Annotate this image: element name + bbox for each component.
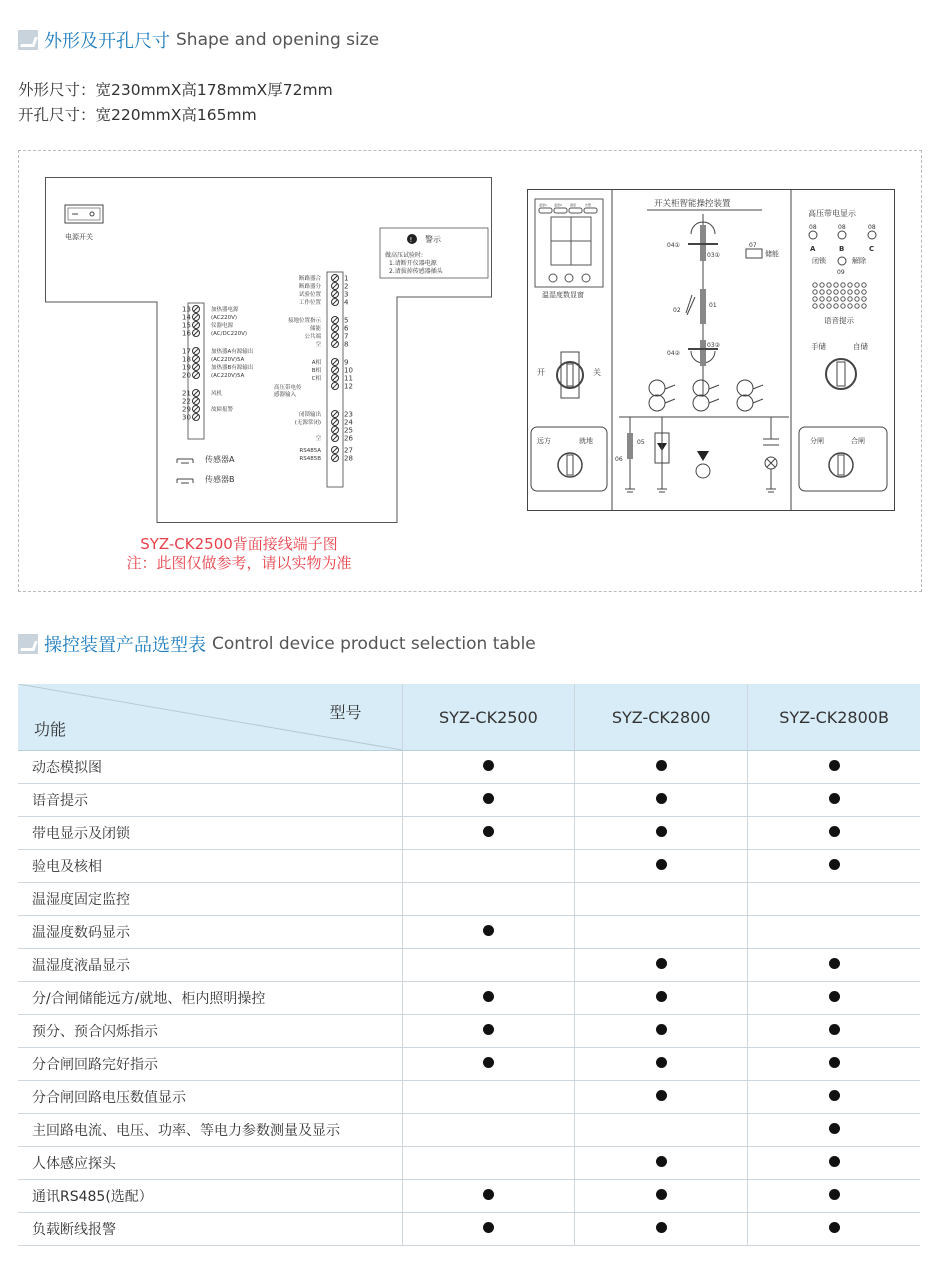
svg-text:就地: 就地 (579, 437, 593, 445)
svg-text:温度2: 温度2 (554, 203, 562, 207)
feature-dot-icon (656, 859, 667, 870)
svg-text:告警: 告警 (585, 203, 592, 207)
feature-cell (748, 1114, 920, 1147)
svg-text:湿度: 湿度 (570, 203, 577, 207)
feature-dot-icon (829, 859, 840, 870)
terminal-number: 19 (182, 363, 191, 372)
terminal-label: 加热器B有源输出 (211, 365, 254, 371)
sensor-b-label: 传感器B (205, 475, 235, 484)
feature-dot-icon (656, 826, 667, 837)
svg-text:自储: 自储 (853, 342, 868, 351)
terminal-number: 20 (182, 371, 191, 380)
table-row (18, 883, 920, 916)
model-header: SYZ-CK2800 (575, 684, 748, 751)
feature-dot-icon (483, 991, 494, 1002)
table-corner-cell (18, 684, 402, 751)
svg-text:B: B (839, 245, 845, 253)
svg-text:闭锁: 闭锁 (812, 257, 826, 265)
outer-dimension: 外形尺寸：宽230mmX高178mmX厚72mm (18, 81, 333, 99)
terminal-label: (AC220V)5A (211, 373, 245, 379)
feature-dot-icon (829, 1222, 840, 1233)
feature-cell (748, 1081, 920, 1114)
feature-dot-icon (483, 826, 494, 837)
feature-cell (748, 850, 920, 883)
terminal-number: 30 (182, 413, 191, 422)
model-header: SYZ-CK2800B (748, 684, 920, 751)
svg-text:02: 02 (673, 307, 681, 314)
terminal-label: 空 (315, 436, 321, 442)
feature-cell (748, 1048, 920, 1081)
svg-text:04①: 04① (667, 242, 681, 249)
svg-text:感器输入: 感器输入 (274, 392, 297, 398)
svg-text:2.请拔掉传感器插头: 2.请拔掉传感器插头 (389, 268, 443, 275)
terminal-label: RS485A (299, 448, 321, 454)
feature-dot-icon (483, 1222, 494, 1233)
svg-text:01: 01 (709, 302, 717, 309)
feature-cell (575, 916, 748, 949)
feature-cell (575, 1114, 748, 1147)
feature-cell (402, 817, 575, 850)
opening-dimension: 开孔尺寸：宽220mmX高165mm (18, 106, 257, 124)
caption-line-1: SYZ-CK2500背面接线端子图 (140, 535, 338, 553)
feature-cell (575, 1081, 748, 1114)
terminal-number: 9 (344, 358, 349, 367)
feature-dot-icon (656, 991, 667, 1002)
table-row (18, 1180, 920, 1213)
feature-cell (402, 784, 575, 817)
svg-text:03①: 03① (707, 252, 721, 259)
svg-text:04②: 04② (667, 350, 681, 357)
section-title-cn: 操控装置产品选型表 (44, 635, 206, 656)
feature-cell (402, 1048, 575, 1081)
terminal-label: 断路器分 (298, 284, 321, 290)
terminal-label: (AC220V)5A (211, 357, 245, 363)
feature-cell (748, 1213, 920, 1246)
feature-dot-icon (656, 1189, 667, 1200)
terminal-number: 1 (344, 274, 349, 283)
feature-cell (575, 1180, 748, 1213)
feature-dot-icon (829, 958, 840, 969)
warning-title: 警示 (425, 235, 441, 244)
table-row (18, 850, 920, 883)
feature-dot-icon (483, 925, 494, 936)
function-name: 人体感应探头 (18, 1147, 402, 1180)
function-name: 分/合闸储能远方/就地、柜内照明操控 (18, 982, 402, 1015)
function-name: 分合闸回路电压数值显示 (18, 1081, 402, 1114)
terminal-label: 工作位置 (298, 300, 321, 306)
feature-cell (402, 883, 575, 916)
terminal-label: 加热器A有源输出 (211, 349, 254, 355)
feature-dot-icon (656, 1090, 667, 1101)
terminal-number: 25 (344, 426, 353, 435)
feature-dot-icon (483, 1057, 494, 1068)
svg-text:!: ! (409, 236, 413, 244)
feature-cell (748, 883, 920, 916)
table-row (18, 817, 920, 850)
function-name: 带电显示及闭锁 (18, 817, 402, 850)
terminal-label: RS485B (299, 456, 321, 462)
feature-dot-icon (829, 760, 840, 771)
section-title-cn: 外形及开孔尺寸 (44, 31, 170, 52)
feature-dot-icon (829, 793, 840, 804)
table-row (18, 982, 920, 1015)
feature-dot-icon (656, 793, 667, 804)
corner-model-label: 型号 (329, 703, 362, 722)
caption-line-2: 注：此图仅做参考，请以实物为准 (126, 554, 352, 572)
table-row (18, 949, 920, 982)
svg-text:08: 08 (868, 224, 876, 231)
terminal-label: (AC/DC220V) (211, 331, 247, 337)
feature-dot-icon (483, 760, 494, 771)
svg-text:08: 08 (809, 224, 817, 231)
corner-function-label: 功能 (34, 720, 67, 739)
model-header: SYZ-CK2500 (402, 684, 575, 751)
back-panel-diagram (45, 177, 492, 523)
svg-text:关: 关 (593, 368, 601, 377)
front-panel-diagram (527, 189, 895, 511)
function-name: 分合闸回路完好指示 (18, 1048, 402, 1081)
terminal-number: 18 (182, 355, 191, 364)
svg-text:1.请断开仪器电源: 1.请断开仪器电源 (389, 260, 437, 267)
function-name: 通讯RS485(选配） (18, 1180, 402, 1213)
section-title-selection (18, 631, 536, 657)
speaker-grille-icon (813, 283, 866, 308)
feature-cell (748, 751, 920, 784)
function-name: 动态模拟图 (18, 751, 402, 784)
feature-dot-icon (829, 991, 840, 1002)
front-title: 开关柜智能操控装置 (654, 199, 731, 209)
terminal-label: 加热器电源 (211, 307, 239, 313)
sensor-a-label: 传感器A (205, 455, 235, 464)
function-name: 预分、预合闪烁指示 (18, 1015, 402, 1048)
feature-cell (402, 1213, 575, 1246)
feature-cell (748, 916, 920, 949)
terminal-label: (AC220V) (211, 315, 238, 321)
table-row (18, 751, 920, 784)
svg-text:A: A (810, 245, 816, 253)
terminal-number: 16 (182, 329, 191, 338)
dimensions (18, 78, 333, 128)
sensor-a-icon (177, 459, 193, 463)
diagram-area (18, 150, 922, 592)
terminal-number: 5 (344, 316, 349, 325)
feature-cell (575, 1048, 748, 1081)
terminal-label: 仪器电源 (211, 323, 234, 329)
terminal-label: 公共端 (304, 334, 321, 340)
function-name: 语音提示 (18, 784, 402, 817)
svg-text:合闸: 合闸 (851, 437, 865, 445)
feature-dot-icon (829, 1024, 840, 1035)
terminal-number: 17 (182, 347, 191, 356)
feature-dot-icon (656, 1057, 667, 1068)
terminal-label: 接地位置指示 (287, 318, 321, 324)
terminal-number: 29 (182, 405, 191, 414)
table-row (18, 1213, 920, 1246)
feature-cell (748, 982, 920, 1015)
table-header-row (18, 684, 920, 751)
feature-cell (575, 1015, 748, 1048)
terminal-label: B相 (311, 368, 321, 374)
terminal-number: 23 (344, 410, 353, 419)
function-name: 主回路电流、电压、功率、等电力参数测量及显示 (18, 1114, 402, 1147)
table-row (18, 784, 920, 817)
terminal-number: 6 (344, 324, 349, 333)
feature-cell (748, 1147, 920, 1180)
terminal-label: 闭锁输出 (298, 412, 321, 418)
svg-text:07: 07 (749, 242, 757, 249)
feature-cell (402, 850, 575, 883)
svg-text:03②: 03② (707, 342, 721, 349)
feature-cell (748, 784, 920, 817)
terminal-number: 26 (344, 434, 353, 443)
terminal-number: 7 (344, 332, 349, 341)
section-title-shape (18, 27, 379, 53)
svg-text:储能: 储能 (765, 250, 779, 258)
table-row (18, 1147, 920, 1180)
svg-text:开: 开 (537, 368, 545, 377)
terminal-number: 8 (344, 340, 349, 349)
function-name: 负载断线报警 (18, 1213, 402, 1246)
feature-cell (402, 1114, 575, 1147)
feature-dot-icon (656, 1222, 667, 1233)
hv-title: 高压带电显示 (808, 209, 856, 218)
terminal-number: 27 (344, 446, 353, 455)
feature-cell (575, 883, 748, 916)
feature-cell (575, 1147, 748, 1180)
feature-cell (402, 751, 575, 784)
svg-text:语音提示: 语音提示 (824, 316, 854, 325)
terminal-label: 断路器合 (298, 276, 321, 282)
terminal-label: (无源常闭) (294, 420, 321, 426)
terminal-number: 15 (182, 321, 191, 330)
terminal-number: 12 (344, 382, 353, 391)
feature-cell (575, 817, 748, 850)
feature-cell (748, 1015, 920, 1048)
terminal-label: 风机 (211, 391, 223, 397)
table-row (18, 1048, 920, 1081)
feature-dot-icon (829, 826, 840, 837)
feature-cell (575, 850, 748, 883)
svg-text:手储: 手储 (811, 342, 826, 351)
feature-dot-icon (483, 1189, 494, 1200)
feature-dot-icon (829, 1123, 840, 1134)
terminal-label: A相 (311, 360, 321, 366)
terminal-label: 储能 (309, 326, 321, 332)
terminal-number: 28 (344, 454, 353, 463)
terminal-number: 4 (344, 298, 349, 307)
section-title-en: Control device product selection table (212, 634, 536, 654)
terminal-number: 24 (344, 418, 353, 427)
feature-cell (575, 982, 748, 1015)
selection-table (18, 684, 920, 1246)
feature-dot-icon (829, 1189, 840, 1200)
terminal-label: C相 (311, 376, 321, 382)
terminal-number: 2 (344, 282, 349, 291)
svg-text:解除: 解除 (852, 257, 866, 265)
temp-display-label: 温湿度数显窗 (542, 291, 584, 299)
feature-dot-icon (656, 1156, 667, 1167)
feature-dot-icon (829, 1090, 840, 1101)
svg-text:C: C (869, 245, 875, 253)
feature-dot-icon (483, 793, 494, 804)
feature-dot-icon (656, 958, 667, 969)
feature-dot-icon (656, 1024, 667, 1035)
function-name: 温湿度液晶显示 (18, 949, 402, 982)
svg-text:做高压试验时:: 做高压试验时: (385, 252, 424, 259)
feature-cell (402, 1081, 575, 1114)
section-title-en: Shape and opening size (176, 30, 380, 50)
terminal-label: 试验位置 (298, 292, 321, 298)
svg-text:远方: 远方 (537, 437, 551, 445)
table-row (18, 1081, 920, 1114)
svg-text:分闸: 分闸 (810, 437, 824, 445)
feature-dot-icon (829, 1156, 840, 1167)
feature-cell (748, 1180, 920, 1213)
feature-cell (402, 1180, 575, 1213)
function-name: 温湿度数码显示 (18, 916, 402, 949)
section-arrow-icon (18, 634, 38, 654)
terminal-number: 21 (182, 389, 191, 398)
feature-cell (575, 751, 748, 784)
terminal-number: 13 (182, 305, 191, 314)
svg-text:高压带电传: 高压带电传 (274, 385, 302, 391)
terminal-number: 22 (182, 397, 191, 406)
svg-text:05: 05 (637, 439, 645, 446)
feature-cell (402, 982, 575, 1015)
feature-dot-icon (829, 1057, 840, 1068)
terminal-label: 空 (315, 342, 321, 348)
terminal-label: 故障报警 (211, 407, 234, 413)
feature-cell (402, 1015, 575, 1048)
table-row (18, 916, 920, 949)
terminal-number: 11 (344, 374, 353, 383)
function-name: 验电及核相 (18, 850, 402, 883)
terminal-number: 3 (344, 290, 349, 299)
table-row (18, 1114, 920, 1147)
feature-cell (402, 949, 575, 982)
svg-text:温度1: 温度1 (539, 203, 547, 207)
sensor-b-icon (177, 479, 193, 483)
power-switch-label: 电源开关 (65, 233, 93, 241)
terminal-number: 14 (182, 313, 191, 322)
section-arrow-icon (18, 30, 38, 50)
feature-cell (748, 949, 920, 982)
feature-cell (402, 916, 575, 949)
function-name: 温湿度固定监控 (18, 883, 402, 916)
terminal-number: 10 (344, 366, 353, 375)
svg-text:06: 06 (615, 456, 623, 463)
svg-text:08: 08 (838, 224, 846, 231)
diagram-caption (0, 535, 489, 573)
feature-cell (748, 817, 920, 850)
feature-cell (575, 784, 748, 817)
feature-cell (575, 1213, 748, 1246)
feature-cell (575, 949, 748, 982)
table-row (18, 1015, 920, 1048)
feature-cell (402, 1147, 575, 1180)
svg-text:09: 09 (837, 269, 845, 276)
feature-dot-icon (656, 760, 667, 771)
feature-dot-icon (483, 1024, 494, 1035)
